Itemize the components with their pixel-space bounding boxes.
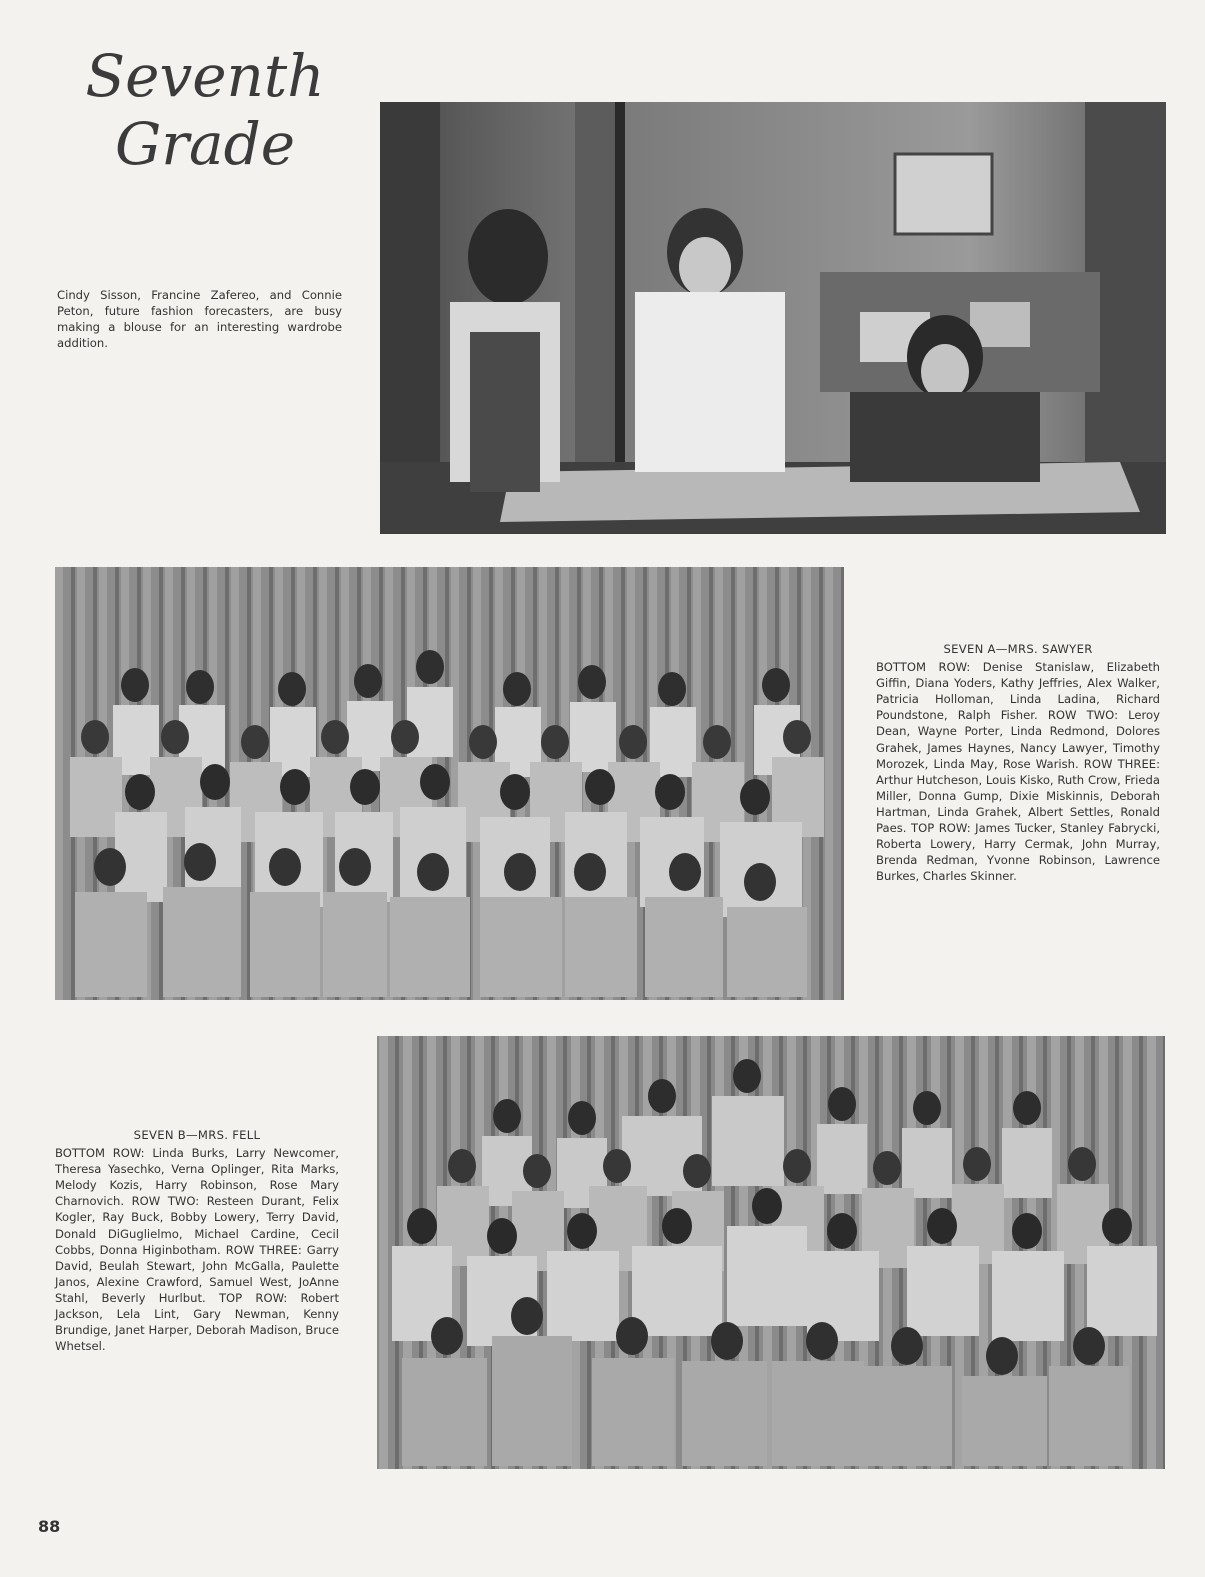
seven-b-names: BOTTOM ROW: Linda Burks, Larry Newcomer, Theresa Yasechko, Verna Oplinger, Rita Marks, Melody Kozis, Harry Robinson, Rose Mary Charnovich. ROW TWO: Resteen Durant, Felix Kogler, Ray Buck, Bobby Lowery, Terry David, Donald DiGuglielmo, Michael Cardine, Cecil Cobbs, Donna Higinbotham. ROW THREE: Garry David, Beulah Stewart, John McGalla, Paulette Janos, Alexine Crawford, Samuel West, JoAnne Stahl, Beverly Hurlbut. TOP ROW: Robert Jackson, Lela Lint, Gary Newman, Kenny Brundige, Janet Harper, Deborah Madison, Bruce Whetsel. xyxy=(55,1146,339,1354)
seven-b-heading: SEVEN B—MRS. FELL xyxy=(133,1128,261,1142)
title-line-1: Seventh xyxy=(85,42,325,110)
sewing-photo-caption: Cindy Sisson, Francine Zafereo, and Connie Peton, future fashion forecasters, are busy making a blouse for an interesting wardrobe addition. xyxy=(57,288,342,350)
seven-a-heading: SEVEN A—MRS. SAWYER xyxy=(943,642,1093,656)
page-title xyxy=(60,42,350,178)
title-line-2: Grade xyxy=(114,110,296,178)
seven-a-names: BOTTOM ROW: Denise Stanislaw, Elizabeth Giffin, Diana Yoders, Kathy Jeffries, Alex Walker, Patricia Holloman, Linda Ladina, Richard Poundstone, Ralph Fisher. ROW TWO: Leroy Dean, Wayne Porter, Linda Redmond, Dolores Grahek, James Haynes, Nancy Lawyer, Timothy Morozek, Linda May, Rose Warish. ROW THREE: Arthur Hutcheson, Louis Kisko, Ruth Crow, Frieda Miller, Donna Gump, Dixie Miskinnis, Deborah Hartman, Linda Grahek, Albert Settles, Ronald Paes. TOP ROW: James Tucker, Stanley Fabrycki, Roberta Lowery, Harry Cermak, John Murray, Brenda Redman, Yvonne Robinson, Lawrence Burkes, Charles Skinner. xyxy=(876,660,1160,884)
seven-a-roster xyxy=(876,641,1160,884)
seven-b-class-photo xyxy=(377,1036,1165,1469)
sewing-class-photo xyxy=(380,102,1166,534)
seven-a-class-photo xyxy=(55,567,844,1000)
page-number: 88 xyxy=(38,1517,61,1536)
seven-b-roster xyxy=(55,1127,339,1354)
